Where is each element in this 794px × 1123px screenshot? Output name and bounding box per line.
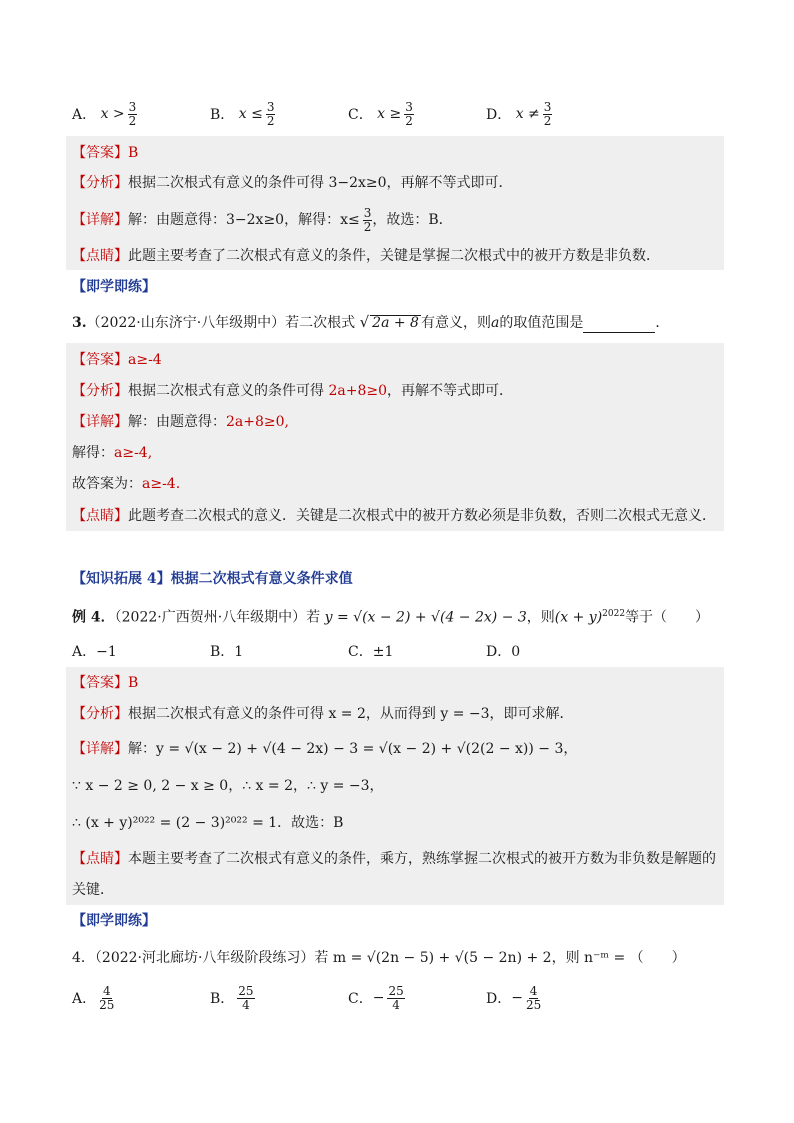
numerator: 3 (266, 99, 275, 114)
analysis-text: 根据二次根式有意义的条件可得 3−2x≥0，再解不等式即可． (128, 175, 513, 191)
detail-tag: 【详解】 (72, 414, 128, 430)
option-text: 1 (234, 644, 244, 660)
analysis-text: 根据二次根式有意义的条件可得 (128, 383, 329, 399)
option-letter: B． (210, 107, 235, 123)
denominator: 4 (242, 997, 250, 1012)
detail-formula: a≥-4, (114, 445, 153, 461)
option-letter: C． (348, 991, 373, 1007)
option-letter: A． (72, 991, 97, 1007)
practice-heading: 【即学即练】 (72, 279, 156, 295)
detail-line (72, 412, 289, 432)
detail-text: 解得： (72, 445, 114, 461)
option-text: ±1 (372, 644, 394, 660)
denominator: 2 (543, 113, 552, 128)
comment-text: 此题主要考查了二次根式有意义的条件，关键是掌握二次根式中的被开方数是非负数． (128, 248, 660, 264)
variable: a (490, 315, 500, 331)
option-d (486, 642, 520, 662)
numerator: 25 (238, 983, 254, 998)
example-formula: y = √(x − 2) + √(4 − 2x) − 3 (324, 609, 527, 626)
option-symbol: x ≠ (515, 106, 540, 122)
detail-line (72, 739, 577, 759)
option-sign: − (511, 990, 523, 1006)
option-letter: A． (72, 107, 97, 123)
detail-text: 解：由题意得：3−2x≥0，解得：x≤ (128, 212, 360, 228)
comment-line-2 (72, 880, 114, 900)
analysis-tag: 【分析】 (72, 706, 128, 722)
question-text: 有意义，则 (420, 315, 491, 331)
answer-line (72, 673, 138, 693)
option-letter: A． (72, 644, 97, 660)
option-d (486, 980, 541, 1016)
analysis-line (72, 381, 513, 401)
denominator: 2 (405, 113, 413, 128)
comment-line (72, 849, 716, 869)
option-symbol: x > (100, 106, 125, 122)
fraction (543, 101, 553, 128)
analysis-line (72, 704, 574, 724)
analysis-tag: 【分析】 (72, 175, 128, 191)
example-text-end: 等于（ ） (625, 609, 710, 626)
fraction (387, 985, 404, 1012)
numerator: 25 (388, 983, 404, 998)
example-4-stem (72, 604, 709, 628)
option-c (348, 980, 405, 1016)
option-a (72, 980, 114, 1016)
analysis-text-end: ，再解不等式即可． (386, 383, 513, 399)
question-3-stem (72, 312, 669, 333)
numerator: 3 (128, 99, 137, 114)
example-text: ，则 (526, 609, 555, 626)
detail-text-end: ，故选：B． (372, 212, 453, 228)
example-label: 例 4． (72, 609, 115, 626)
fraction (237, 985, 254, 1012)
answer-tag: 【答案】 (72, 675, 128, 691)
analysis-tag: 【分析】 (72, 383, 128, 399)
detail-text: 故答案为： (72, 476, 142, 492)
option-sign: − (372, 990, 385, 1006)
option-b (210, 642, 243, 662)
answer-value: B (128, 145, 139, 161)
exponent: 2022 (602, 609, 626, 619)
detail-line-2 (72, 443, 152, 463)
numerator: 4 (529, 983, 538, 998)
option-letter: D． (486, 107, 512, 123)
answer-tag: 【答案】 (72, 352, 128, 368)
option-text: −1 (96, 644, 117, 660)
detail-text: ∵ x − 2 ≥ 0, 2 − x ≥ 0，∴ x = 2，∴ y = −3， (72, 778, 384, 794)
answer-tag: 【答案】 (72, 145, 128, 161)
comment-line (72, 246, 660, 266)
answer-line (72, 350, 162, 370)
analysis-line (72, 173, 513, 193)
comment-tag: 【点睛】 (72, 851, 128, 867)
option-c (348, 96, 414, 132)
detail-text: 解：由题意得： (128, 414, 226, 430)
section-heading: 【知识拓展 4】根据二次根式有意义条件求值 (72, 571, 353, 587)
numerator: 3 (405, 99, 413, 114)
question-source: （2022·山东济宁·八年级期中）若二次根式 (86, 315, 356, 331)
fraction (266, 101, 276, 128)
option-text: 0 (511, 644, 521, 660)
answer-value: a≥-4 (128, 352, 162, 368)
fraction (99, 985, 114, 1012)
detail-line-3 (72, 813, 343, 833)
option-a (72, 96, 137, 132)
fraction (363, 207, 373, 234)
question-period: ． (655, 315, 670, 331)
option-c (348, 642, 393, 662)
numerator: 3 (543, 99, 552, 114)
denominator: 25 (525, 997, 542, 1012)
question-4-stem: 4．（2022·河北廊坊·八年级阶段练习）若 m = √(2n − 5) + √(5 − 2n) + 2，则 n⁻ᵐ = （ ） (72, 950, 686, 966)
option-letter: D． (486, 644, 512, 660)
denominator: 4 (392, 997, 400, 1012)
comment-text: 此题考查二次根式的意义．关键是二次根式中的被开方数必须是非负数，否则二次根式无意义． (128, 508, 716, 524)
answer-line (72, 143, 138, 163)
option-b (210, 980, 255, 1016)
practice-heading: 【即学即练】 (72, 913, 156, 929)
denominator: 2 (363, 219, 372, 234)
detail-text: 解：y = √(x − 2) + √(4 − 2x) − 3 = √(x − 2) + √(2(2 − x)) − 3， (128, 741, 578, 757)
comment-line (72, 506, 716, 526)
option-letter: B． (210, 991, 235, 1007)
comment-text: 本题主要考查了二次根式有意义的条件，乘方，熟练掌握二次根式的被开方数为非负数是解题的 (128, 851, 716, 867)
option-symbol: x ≤ (238, 106, 263, 122)
radicand: 2a + 8 (372, 315, 419, 331)
denominator: 2 (128, 113, 137, 128)
option-a (72, 642, 117, 662)
solution-box-q3 (66, 343, 724, 531)
numerator: 3 (363, 205, 372, 220)
option-symbol: x ≥ (377, 106, 402, 122)
answer-value: B (128, 675, 139, 691)
numerator: 4 (102, 983, 111, 998)
fraction (526, 985, 541, 1012)
option-letter: B． (210, 644, 235, 660)
denominator: 2 (266, 113, 275, 128)
option-letter: D． (486, 991, 512, 1007)
fraction (404, 101, 414, 128)
option-letter: C． (348, 644, 373, 660)
denominator: 25 (99, 997, 115, 1012)
question-text-end: 的取值范围是 (499, 315, 584, 331)
detail-formula: a≥-4. (142, 476, 181, 492)
comment-text: 关键． (72, 882, 114, 898)
fraction (128, 101, 138, 128)
option-d (486, 96, 552, 132)
detail-formula: 2a+8≥0, (226, 414, 289, 430)
comment-tag: 【点睛】 (72, 508, 128, 524)
detail-text: ∴ (x + y)²⁰²² = (2 − 3)²⁰²² = 1．故选：B (72, 815, 344, 831)
detail-tag: 【详解】 (72, 741, 128, 757)
question-number: 3. (72, 315, 87, 331)
option-letter: C． (348, 107, 373, 123)
detail-line-3 (72, 474, 180, 494)
detail-tag: 【详解】 (72, 212, 128, 228)
detail-line (72, 203, 453, 237)
example-expression: (x + y) (554, 609, 603, 626)
comment-tag: 【点睛】 (72, 248, 128, 264)
option-b (210, 96, 275, 132)
analysis-formula: 2a+8≥0 (328, 383, 387, 399)
example-source: （2022·广西贺州·八年级期中）若 (114, 609, 321, 626)
answer-blank (583, 318, 655, 333)
detail-line-2 (72, 776, 384, 796)
radical-icon: √ (359, 313, 370, 331)
analysis-text: 根据二次根式有意义的条件可得 x = 2，从而得到 y = −3，即可求解． (128, 706, 574, 722)
